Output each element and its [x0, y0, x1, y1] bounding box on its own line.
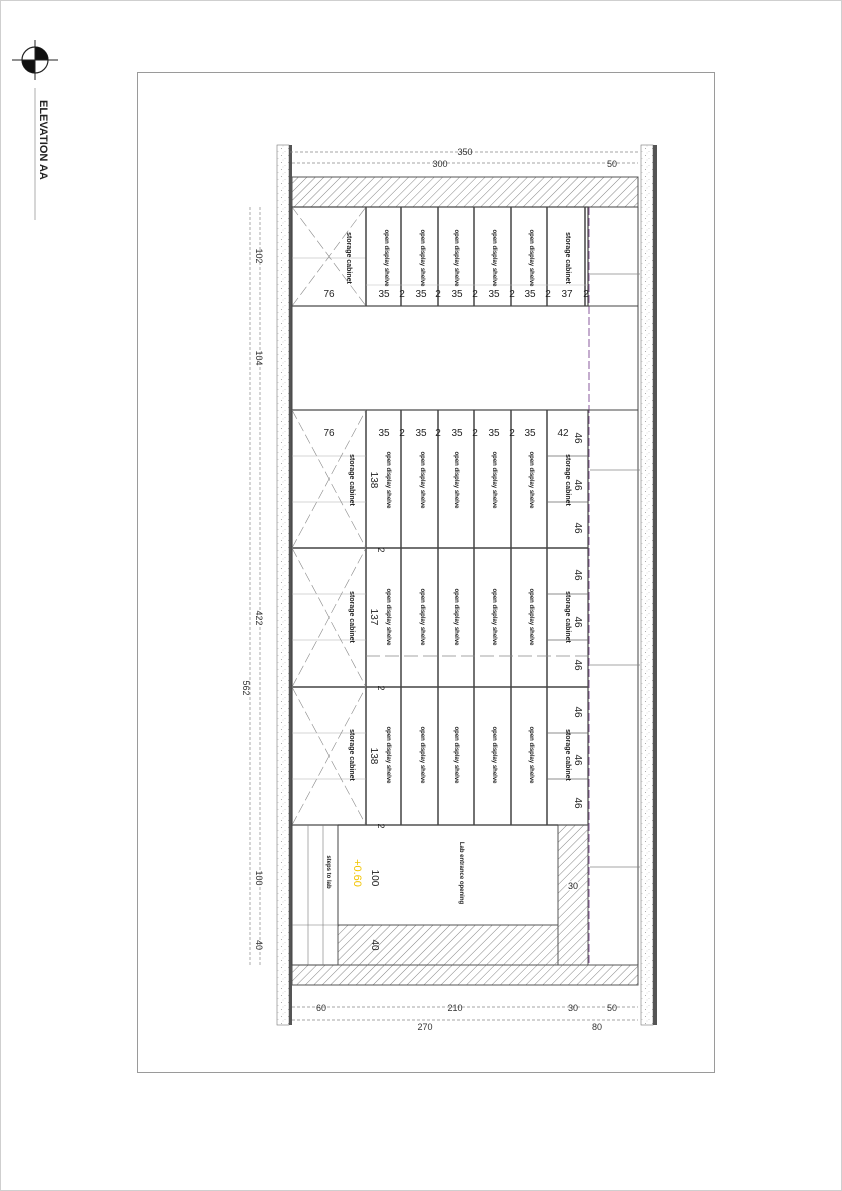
label-open-display-shelve: open display shelve [528, 229, 534, 287]
dim-row1-width: 2 [509, 289, 515, 300]
dim-tier-height: 138 [368, 471, 379, 489]
dim-row2-width: 42 [557, 428, 569, 439]
dim-top-total: 350 [457, 147, 473, 157]
dim-tier-gap: 2 [376, 823, 386, 829]
dim-row2-width: 35 [378, 428, 390, 439]
label-open-display-shelve: open display shelve [385, 726, 391, 784]
label-open-display-shelve: open display shelve [419, 726, 425, 784]
label-open-display-shelve: open display shelve [453, 451, 459, 509]
dim-left-segment: 422 [254, 610, 264, 626]
dim-bottom-total-left: 270 [417, 1022, 433, 1032]
label-open-display-shelve: open display shelve [453, 726, 459, 784]
dim-row1-width: 35 [451, 289, 463, 300]
dim-row1-width: 2 [472, 289, 478, 300]
dim-right-cabinet: 46 [572, 659, 583, 671]
dim-top-main: 300 [432, 159, 448, 169]
sheet-title: ELEVATION AA [37, 100, 49, 180]
label-open-display-shelve: open display shelve [528, 588, 534, 646]
dim-right-cabinet: 46 [572, 616, 583, 628]
open-zone [292, 306, 638, 410]
dim-row1-width: 35 [488, 289, 500, 300]
label-open-display-shelve: open display shelve [419, 451, 425, 509]
label-open-display-shelve: open display shelve [528, 451, 534, 509]
left-wall [277, 145, 289, 1025]
dim-row2-width: 35 [451, 428, 463, 439]
label-open-display-shelve: open display shelve [419, 229, 425, 287]
dim-left-segment: 100 [254, 870, 264, 886]
label-open-display-shelve: open display shelve [383, 229, 389, 287]
dim-row1-width: 2 [435, 289, 441, 300]
dim-right-cabinet: 46 [572, 706, 583, 718]
dim-lift-height: 100 [369, 869, 380, 887]
ceiling-slab [292, 177, 638, 207]
dim-row1-width: 76 [323, 289, 335, 300]
level-mark: +0.60 [351, 859, 363, 887]
dim-left-segment: 104 [254, 350, 264, 366]
dim-tier-height: 137 [368, 608, 379, 626]
dim-row1-width: 35 [378, 289, 390, 300]
label-open-display-shelve: open display shelve [453, 588, 459, 646]
label-storage-cabinet: storage cabinet [564, 729, 571, 781]
right-wall [641, 145, 653, 1025]
label-storage-cabinet: storage cabinet [348, 729, 355, 781]
dim-tier-gap: 2 [376, 547, 386, 553]
dim-bottom-segment: 50 [606, 1003, 618, 1013]
dim-row1-width: 35 [524, 289, 536, 300]
label-storage-cabinet: storage cabinet [564, 454, 571, 506]
dim-row2-width: 2 [399, 428, 405, 439]
dim-row1-width: 2 [399, 289, 405, 300]
dim-right-cabinet: 46 [572, 569, 583, 581]
label-open-display-shelve: open display shelve [528, 726, 534, 784]
dim-row1-width: 2 [545, 289, 551, 300]
label-storage-cabinet: storage cabinet [564, 591, 571, 643]
dim-bottom-segment: 30 [567, 1003, 579, 1013]
right-wall-face [653, 145, 657, 1025]
dim-right-cabinet: 46 [572, 479, 583, 491]
dim-left-total: 562 [241, 680, 251, 696]
dim-left-segment: 40 [254, 939, 264, 951]
dim-bottom-total-right: 80 [591, 1022, 603, 1032]
dim-row1-width: 35 [415, 289, 427, 300]
dim-lift-base: 40 [369, 939, 380, 951]
label-open-display-shelve: open display shelve [491, 229, 497, 287]
dim-left-segment: 102 [254, 248, 264, 264]
dim-bottom-segment: 60 [315, 1003, 327, 1013]
dim-row2-width: 35 [415, 428, 427, 439]
label-open-display-shelve: open display shelve [385, 588, 391, 646]
steps-and-opening [292, 825, 588, 965]
label-open-display-shelve: open display shelve [453, 229, 459, 287]
dim-pier-width: 30 [567, 881, 579, 891]
floor-slab [292, 965, 638, 985]
dim-row1-width: 37 [561, 289, 573, 300]
label-storage-cabinet: storage cabinet [348, 591, 355, 643]
dim-right-cabinet: 46 [572, 754, 583, 766]
label-open-display-shelve: open display shelve [419, 588, 425, 646]
leader-arrows [590, 274, 640, 867]
dim-right-cabinet: 46 [572, 522, 583, 534]
dim-top-right: 50 [606, 159, 618, 169]
label-open-display-shelve: open display shelve [491, 726, 497, 784]
dim-tier-height: 138 [368, 747, 379, 765]
dim-tier-gap: 2 [376, 685, 386, 691]
dim-bottom-segment: 210 [447, 1003, 463, 1013]
dim-row2-width: 2 [472, 428, 478, 439]
label-steps-to-lab: steps to lab [325, 855, 331, 889]
label-storage-cabinet: storage cabinet [348, 454, 355, 506]
dim-right-cabinet: 46 [572, 432, 583, 444]
dim-row1-width: 2 [583, 289, 589, 300]
dim-row2-width: 2 [435, 428, 441, 439]
label-lift-opening: Lab entrance opening [458, 841, 464, 905]
label-open-display-shelve: open display shelve [385, 451, 391, 509]
label-open-display-shelve: open display shelve [491, 588, 497, 646]
dim-row2-width: 35 [488, 428, 500, 439]
dim-row2-width: 76 [323, 428, 335, 439]
section-symbol-icon [12, 40, 58, 80]
label-storage-cabinet: storage cabinet [564, 232, 571, 284]
dim-right-cabinet: 46 [572, 797, 583, 809]
lower-cabinet-block [292, 410, 588, 825]
label-open-display-shelve: open display shelve [491, 451, 497, 509]
label-storage-cabinet: storage cabinet [345, 232, 352, 284]
dim-row2-width: 2 [509, 428, 515, 439]
dim-row2-width: 35 [524, 428, 536, 439]
